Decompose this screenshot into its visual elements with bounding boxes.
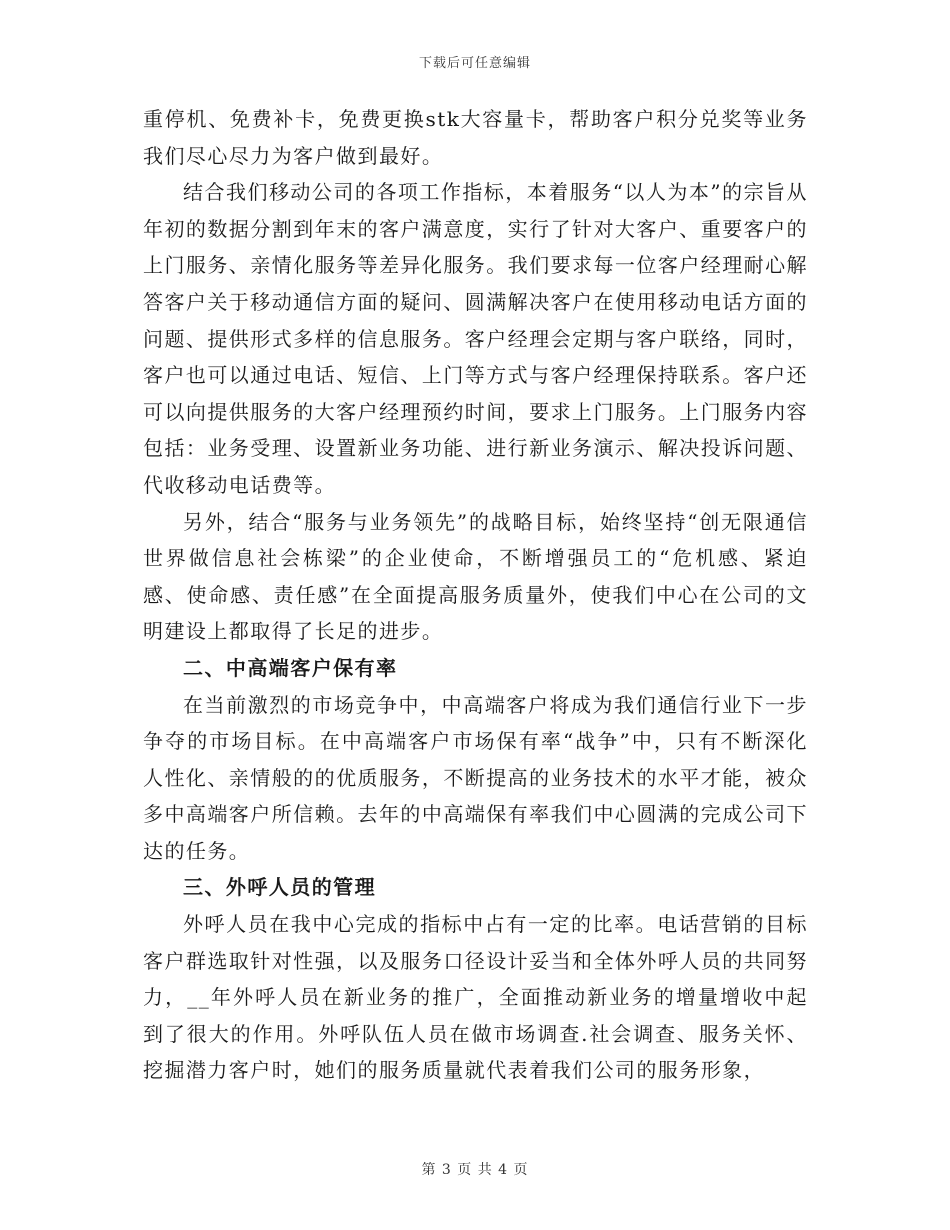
section-heading-retention: 二、中高端客户保有率 — [183, 655, 398, 680]
paragraph-continued: 重停机、免费补卡，免费更换stk大容量卡，帮助客户积分兑奖等业务我们尽心尽力为客户做到最好。 — [143, 107, 808, 168]
paragraph-strategy: 另外，结合“服务与业务领先”的战略目标，始终坚持“创无限通信世界做信息社会栋梁”的企业使命，不断增强员工的“危机感、紧迫感、使命感、责任感”在全面提高服务质量外，使我们中心在公司的文明建设上都取得了长足的进步。 — [143, 509, 808, 644]
page-footer: 第 3 页 共 4 页 — [421, 1162, 529, 1178]
paragraph-customer-service: 结合我们移动公司的各项工作指标，本着服务“以人为本”的宗旨从年初的数据分割到年末的客户满意度，实行了针对大客户、重要客户的上门服务、亲情化服务等差异化服务。我们要求每一位客户经理耐心解答客户关于移动通信方面的疑问、圆满解决客户在使用移动电话方面的问题、提供形式多样的信息服务。客户经理会定期与客户联络，同时，客户也可以通过电话、短信、上门等方式与客户经理保持联系。客户还可以向提供服务的大客户经理预约时间，要求上门服务。上门服务内容包括：业务受理、设置新业务功能、进行新业务演示、解决投诉问题、代收移动电话费等。 — [143, 180, 808, 497]
section-heading-outbound: 三、外呼人员的管理 — [183, 875, 377, 900]
document-body — [143, 101, 808, 1089]
paragraph-outbound: 外呼人员在我中心完成的指标中占有一定的比率。电话营销的目标客户群选取针对性强，以及服务口径设计妥当和全体外呼人员的共同努力，__年外呼人员在新业务的推广，全面推动新业务的增量增收中起到了很大的作用。外呼队伍人员在做市场调查.社会调查、服务关怀、挖掘潜力客户时，她们的服务质量就代表着我们公司的服务形象， — [143, 912, 808, 1083]
paragraph-retention: 在当前激烈的市场竞争中，中高端客户将成为我们通信行业下一步争夺的市场目标。在中高端客户市场保有率“战争”中，只有不断深化人性化、亲情般的的优质服务，不断提高的业务技术的水平才能，被众多中高端客户所信赖。去年的中高端保有率我们中心圆满的完成公司下达的任务。 — [143, 692, 808, 863]
page-header: 下载后可任意编辑 — [418, 56, 531, 71]
